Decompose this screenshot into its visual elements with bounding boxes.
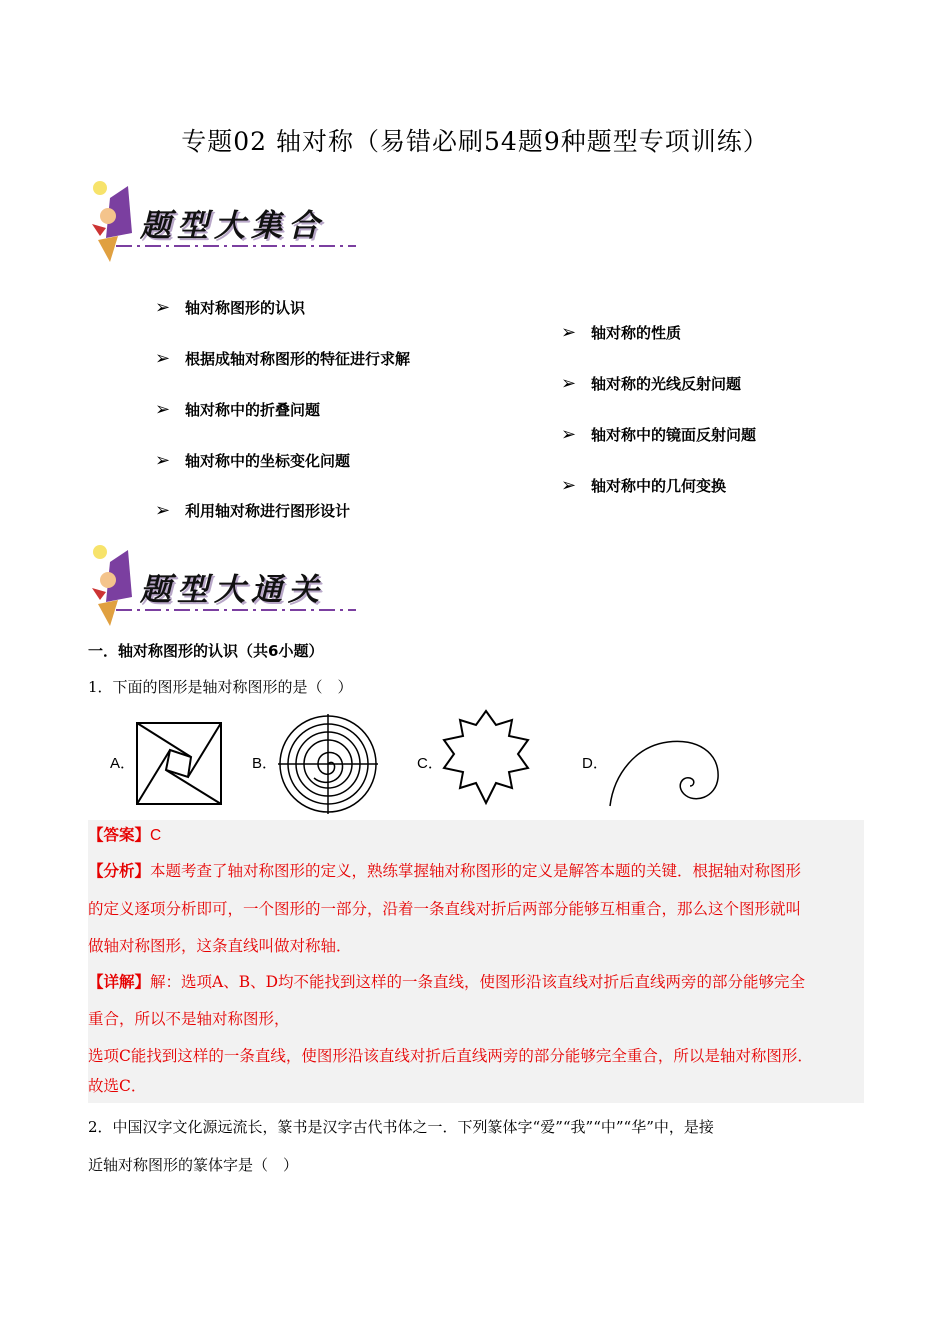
- detail-line-1: 【详解】解：选项A、B、D均不能找到这样的一条直线，使图形沿该直线对折后直线两旁的部分能够完全: [88, 972, 806, 991]
- wizard-mascot-icon: [88, 542, 148, 632]
- detail-line-2: 重合，所以不是轴对称图形，: [88, 1010, 290, 1028]
- banner-collection: [88, 178, 358, 270]
- page-title: 专题02 轴对称（易错必刷54题9种题型专项训练）: [181, 127, 769, 156]
- detail-line-4: 故选C．: [88, 1077, 147, 1095]
- arrow-bullet-icon: ➢: [155, 297, 171, 318]
- wizard-mascot-icon: [88, 178, 148, 268]
- arrow-bullet-icon: ➢: [155, 450, 171, 471]
- answer-line: 【答案】C: [88, 825, 162, 844]
- question-1-stem: 1．下面的图形是轴对称图形的是（ ）: [88, 678, 353, 696]
- banner-breakthrough: [88, 542, 358, 634]
- section-heading: 一．轴对称图形的认识（共6小题）: [88, 642, 324, 660]
- option-a-label[interactable]: A．: [110, 755, 136, 772]
- option-c-figure[interactable]: [440, 708, 532, 808]
- question-2-stem-line-2: 近轴对称图形的篆体字是（ ）: [88, 1156, 299, 1174]
- option-b-figure[interactable]: [276, 712, 380, 816]
- banner-underline: [116, 240, 356, 252]
- toc-item[interactable]: ➢ 轴对称的性质: [561, 322, 682, 343]
- analysis-line-3: 做轴对称图形，这条直线叫做对称轴．: [88, 937, 352, 955]
- analysis-line-1: 【分析】本题考查了轴对称图形的定义，熟练掌握轴对称图形的定义是解答本题的关键．根据轴对称图形: [88, 861, 802, 880]
- question-2-stem-line-1: 2．中国汉字文化源远流长，篆书是汉字古代书体之一．下列篆体字“爱”“我”“中”“华”中，是接: [88, 1118, 714, 1136]
- option-c-label[interactable]: C．: [417, 755, 443, 772]
- arrow-bullet-icon: ➢: [155, 399, 171, 420]
- toc-item[interactable]: ➢ 轴对称中的折叠问题: [155, 399, 321, 420]
- toc-item[interactable]: ➢ 根据成轴对称图形的特征进行求解: [155, 348, 411, 369]
- banner-breakthrough-text: 题型大通关: [140, 572, 325, 608]
- arrow-bullet-icon: ➢: [561, 322, 577, 343]
- banner-underline: [116, 604, 356, 616]
- option-b-label[interactable]: B．: [252, 755, 278, 772]
- toc-item[interactable]: ➢ 轴对称的光线反射问题: [561, 373, 742, 394]
- banner-collection-text: 题型大集合: [140, 208, 325, 244]
- toc-item[interactable]: ➢ 轴对称中的几何变换: [561, 475, 727, 496]
- toc-item[interactable]: ➢ 轴对称中的镜面反射问题: [561, 424, 757, 445]
- toc-item[interactable]: ➢ 轴对称中的坐标变化问题: [155, 450, 351, 471]
- toc-item[interactable]: ➢ 利用轴对称进行图形设计: [155, 500, 351, 521]
- toc-item[interactable]: ➢ 轴对称图形的认识: [155, 297, 306, 318]
- answer-panel: [88, 820, 864, 1103]
- arrow-bullet-icon: ➢: [561, 424, 577, 445]
- arrow-bullet-icon: ➢: [561, 475, 577, 496]
- analysis-line-2: 的定义逐项分析即可，一个图形的一部分，沿着一条直线对折后两部分能够互相重合，那么这个图形就叫: [88, 900, 802, 918]
- arrow-bullet-icon: ➢: [155, 500, 171, 521]
- arrow-bullet-icon: ➢: [561, 373, 577, 394]
- option-a-figure[interactable]: [136, 722, 224, 806]
- option-d-figure[interactable]: [606, 734, 726, 808]
- option-d-label[interactable]: D．: [582, 755, 608, 772]
- arrow-bullet-icon: ➢: [155, 348, 171, 369]
- detail-line-3: 选项C能找到这样的一条直线，使图形沿该直线对折后直线两旁的部分能够完全重合，所以是轴对称图形．: [88, 1047, 813, 1065]
